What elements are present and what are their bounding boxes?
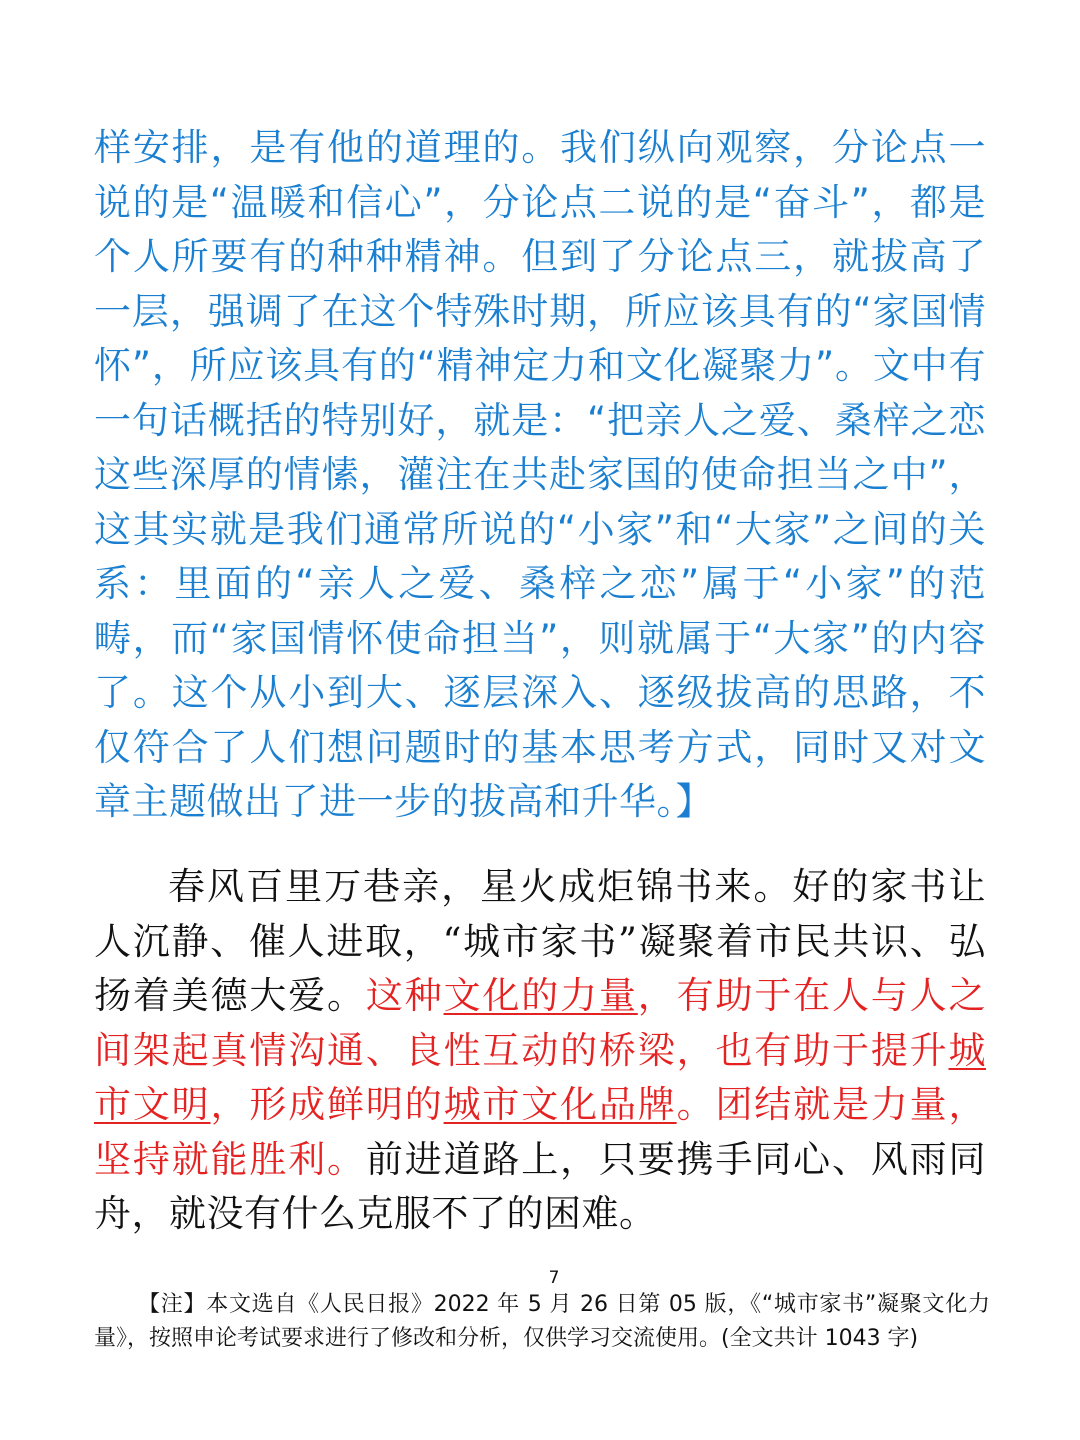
page-number: 7 [548,1268,560,1288]
closing-text-start: 春风百里万巷亲，星火成炬锦书来。好的家书让人沉静、催人进取，“城市家书”凝聚着市民共识、弘扬着美德大爱。 [94,865,986,1017]
highlight-text: ，有助于在人与人之间架起真情沟通、良性互动的桥梁，也有助于提升 [94,974,987,1072]
underlined-term-city-brand: 城市文化品牌 [443,1083,677,1126]
highlight-text: ，形成鲜明的 [210,1083,444,1126]
closing-text-end: 前进道路上，只要携手同心、风雨同舟，就没有什么克服不了的困难。 [94,1137,987,1235]
highlight-text: 。团结就是力量，坚持就能胜利。 [94,1083,987,1181]
closing-paragraph [94,860,986,1242]
analysis-paragraph: 样安排，是有他的道理的。我们纵向观察，分论点一说的是“温暖和信心”，分论点二说的是“奋斗”，都是个人所要有的种种精神。但到了分论点三，就拔高了一层，强调了在这个特殊时期，所应该具有的“家国情怀”，所应该具有的“精神定力和文化凝聚力”。文中有一句话概括的特别好，就是：“把亲人之爱、桑梓之恋这些深厚的情愫，灌注在共赴家国的使命担当之中”，这其实就是我们通常所说的“小家”和“大家”之间的关系：里面的“亲人之爱、桑梓之恋”属于“小家”的范畴，而“家国情怀使命担当”，则就属于“大家”的内容了。这个从小到大、逐层深入、逐级拔高的思路，不仅符合了人们想问题时的基本思考方式，同时又对文章主题做出了进一步的拔高和升华。】 [94,126,986,823]
source-note: 【注】本文选自《人民日报》2022 年 5 月 26 日第 05 版，《“城市家书”凝聚文化力量》，按照申论考试要求进行了修改和分析，仅供学习交流使用。(全文共计 1043 字) [94,1292,990,1351]
underlined-term-city-civilization: 城市文明 [94,1028,986,1126]
underlined-term-culture-power: 文化的力量 [443,974,638,1017]
highlight-text: 这种 [365,974,444,1017]
